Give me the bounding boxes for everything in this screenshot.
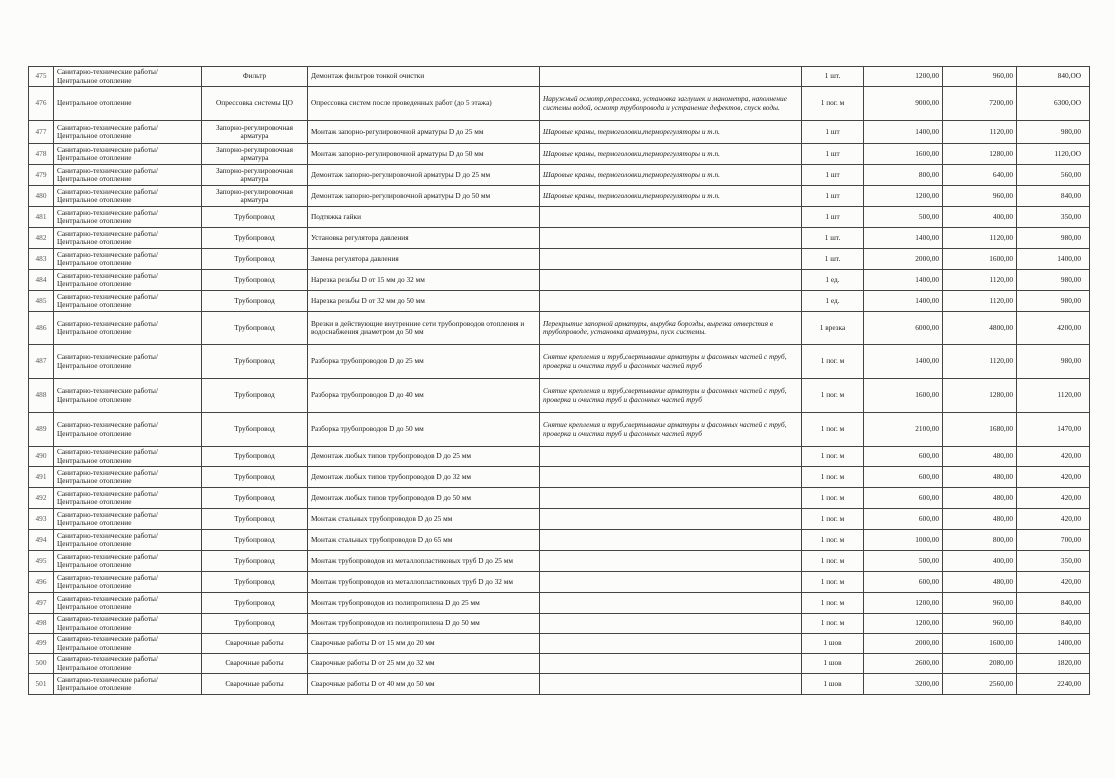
price-3-cell: 980,00	[1017, 291, 1090, 312]
row-number: 476	[29, 87, 54, 121]
note-cell	[540, 228, 802, 249]
category-cell: Санитарно-технические работы/Центральное отопление	[54, 379, 202, 413]
price-2-cell: 480,00	[943, 467, 1017, 488]
work-name-cell: Демонтаж любых типов трубопроводов D до 25 мм	[308, 447, 540, 467]
table-row	[29, 87, 1090, 121]
price-1-cell: 1000,00	[864, 530, 943, 551]
unit-cell: 1 шов	[802, 674, 864, 695]
note-cell	[540, 249, 802, 270]
row-number: 486	[29, 312, 54, 345]
work-name-cell: Нарезка резьбы D от 15 мм до 32 мм	[308, 270, 540, 291]
unit-cell: 1 пог. м	[802, 551, 864, 572]
note-cell	[540, 614, 802, 634]
note-cell: Наружный осмотр,опрессовка, установка заглушек и манометра, наполнение системы водой, осмотр трубопровода и устранение дефектов, спуск воды.	[540, 87, 802, 121]
category-cell: Санитарно-технические работы/Центральное отопление	[54, 165, 202, 186]
price-table	[28, 66, 1090, 695]
price-1-cell: 500,00	[864, 207, 943, 228]
note-cell	[540, 467, 802, 488]
unit-cell: 1 шт	[802, 144, 864, 165]
table-row	[29, 674, 1090, 695]
row-number: 494	[29, 530, 54, 551]
table-row	[29, 447, 1090, 467]
category-cell: Санитарно-технические работы/Центральное отопление	[54, 447, 202, 467]
work-name-cell: Монтаж запорно-регулировочной арматуры D до 50 мм	[308, 144, 540, 165]
work-name-cell: Монтаж трубопроводов из металлопластиковых труб D до 25 мм	[308, 551, 540, 572]
table-row	[29, 186, 1090, 207]
price-1-cell: 2000,00	[864, 634, 943, 654]
row-number: 499	[29, 634, 54, 654]
price-2-cell: 480,00	[943, 447, 1017, 467]
price-3-cell: 350,00	[1017, 551, 1090, 572]
note-cell	[540, 207, 802, 228]
note-cell	[540, 447, 802, 467]
work-name-cell: Разборка трубопроводов D до 25 мм	[308, 345, 540, 379]
work-type-cell: Трубопровод	[202, 228, 308, 249]
category-cell: Санитарно-технические работы/Центральное отопление	[54, 207, 202, 228]
price-1-cell: 1400,00	[864, 345, 943, 379]
row-number: 484	[29, 270, 54, 291]
category-cell: Санитарно-технические работы/Центральное отопление	[54, 291, 202, 312]
work-name-cell: Монтаж стальных трубопроводов D до 65 мм	[308, 530, 540, 551]
work-name-cell: Демонтаж любых типов трубопроводов D до 50 мм	[308, 488, 540, 509]
unit-cell: 1 пог. м	[802, 379, 864, 413]
category-cell: Санитарно-технические работы/Центральное отопление	[54, 121, 202, 144]
price-2-cell: 2080,00	[943, 654, 1017, 674]
note-cell	[540, 572, 802, 593]
row-number: 496	[29, 572, 54, 593]
table-row	[29, 509, 1090, 530]
table-row	[29, 249, 1090, 270]
unit-cell: 1 пог. м	[802, 593, 864, 614]
row-number: 493	[29, 509, 54, 530]
work-type-cell: Трубопровод	[202, 447, 308, 467]
work-type-cell: Трубопровод	[202, 572, 308, 593]
category-cell: Центральное отопление	[54, 87, 202, 121]
work-name-cell: Демонтаж запорно-регулировочной арматуры D до 50 мм	[308, 186, 540, 207]
price-1-cell: 2600,00	[864, 654, 943, 674]
price-1-cell: 1200,00	[864, 614, 943, 634]
price-1-cell: 9000,00	[864, 87, 943, 121]
table-row	[29, 121, 1090, 144]
note-cell	[540, 488, 802, 509]
work-name-cell: Демонтаж фильтров тонкой очистки	[308, 67, 540, 87]
work-type-cell: Трубопровод	[202, 249, 308, 270]
price-3-cell: 700,00	[1017, 530, 1090, 551]
unit-cell: 1 шов	[802, 634, 864, 654]
work-type-cell: Сварочные работы	[202, 654, 308, 674]
unit-cell: 1 шт	[802, 121, 864, 144]
price-1-cell: 1400,00	[864, 121, 943, 144]
category-cell: Санитарно-технические работы/Центральное отопление	[54, 593, 202, 614]
work-type-cell: Трубопровод	[202, 345, 308, 379]
price-3-cell: 420,00	[1017, 509, 1090, 530]
table-row	[29, 551, 1090, 572]
unit-cell: 1 врезка	[802, 312, 864, 345]
work-name-cell: Замена регулятора давления	[308, 249, 540, 270]
price-1-cell: 600,00	[864, 509, 943, 530]
price-1-cell: 1200,00	[864, 67, 943, 87]
price-1-cell: 1200,00	[864, 593, 943, 614]
work-type-cell: Трубопровод	[202, 291, 308, 312]
work-type-cell: Трубопровод	[202, 614, 308, 634]
work-type-cell: Трубопровод	[202, 379, 308, 413]
price-1-cell: 1600,00	[864, 144, 943, 165]
work-type-cell: Трубопровод	[202, 270, 308, 291]
price-1-cell: 6000,00	[864, 312, 943, 345]
table-row	[29, 291, 1090, 312]
work-type-cell: Трубопровод	[202, 530, 308, 551]
note-cell	[540, 674, 802, 695]
price-3-cell: 350,00	[1017, 207, 1090, 228]
price-3-cell: 420,00	[1017, 488, 1090, 509]
work-name-cell: Демонтаж запорно-регулировочной арматуры D до 25 мм	[308, 165, 540, 186]
note-cell	[540, 270, 802, 291]
note-cell	[540, 634, 802, 654]
row-number: 498	[29, 614, 54, 634]
price-2-cell: 1120,00	[943, 228, 1017, 249]
category-cell: Санитарно-технические работы/Центральное отопление	[54, 312, 202, 345]
price-1-cell: 1200,00	[864, 186, 943, 207]
price-2-cell: 7200,00	[943, 87, 1017, 121]
price-2-cell: 800,00	[943, 530, 1017, 551]
row-number: 485	[29, 291, 54, 312]
price-3-cell: 1400,00	[1017, 249, 1090, 270]
price-3-cell: 420,00	[1017, 447, 1090, 467]
table-row	[29, 207, 1090, 228]
work-type-cell: Трубопровод	[202, 467, 308, 488]
work-type-cell: Сварочные работы	[202, 634, 308, 654]
note-cell: Снятие крепления и труб,свертывание арматуры и фасонных частей с труб, проверка и очистка труб и фасонных частей труб	[540, 345, 802, 379]
price-3-cell: 1820,00	[1017, 654, 1090, 674]
category-cell: Санитарно-технические работы/Центральное отопление	[54, 413, 202, 447]
price-2-cell: 960,00	[943, 186, 1017, 207]
note-cell	[540, 509, 802, 530]
table-row	[29, 413, 1090, 447]
price-2-cell: 1120,00	[943, 291, 1017, 312]
price-2-cell: 1680,00	[943, 413, 1017, 447]
price-3-cell: 840,ОО	[1017, 67, 1090, 87]
note-cell	[540, 593, 802, 614]
category-cell: Санитарно-технические работы/Центральное отопление	[54, 270, 202, 291]
work-name-cell: Нарезка резьбы D от 32 мм до 50 мм	[308, 291, 540, 312]
unit-cell: 1 пог. м	[802, 447, 864, 467]
unit-cell: 1 пог. м	[802, 572, 864, 593]
note-cell	[540, 551, 802, 572]
category-cell: Санитарно-технические работы/Центральное отопление	[54, 144, 202, 165]
work-type-cell: Трубопровод	[202, 312, 308, 345]
work-type-cell: Трубопровод	[202, 593, 308, 614]
price-3-cell: 980,00	[1017, 228, 1090, 249]
table-row	[29, 379, 1090, 413]
work-type-cell: Трубопровод	[202, 551, 308, 572]
row-number: 483	[29, 249, 54, 270]
row-number: 480	[29, 186, 54, 207]
unit-cell: 1 пог. м	[802, 530, 864, 551]
price-2-cell: 1120,00	[943, 345, 1017, 379]
price-2-cell: 1280,00	[943, 379, 1017, 413]
category-cell: Санитарно-технические работы/Центральное отопление	[54, 186, 202, 207]
row-number: 487	[29, 345, 54, 379]
price-2-cell: 2560,00	[943, 674, 1017, 695]
unit-cell: 1 пог. м	[802, 488, 864, 509]
row-number: 482	[29, 228, 54, 249]
price-3-cell: 560,00	[1017, 165, 1090, 186]
work-name-cell: Сварочные работы D от 25 мм до 32 мм	[308, 654, 540, 674]
price-1-cell: 600,00	[864, 467, 943, 488]
work-type-cell: Трубопровод	[202, 413, 308, 447]
row-number: 492	[29, 488, 54, 509]
work-type-cell: Запорно-регулировочная арматура	[202, 144, 308, 165]
category-cell: Санитарно-технические работы/Центральное отопление	[54, 228, 202, 249]
price-3-cell: 4200,00	[1017, 312, 1090, 345]
work-name-cell: Разборка трубопроводов D до 40 мм	[308, 379, 540, 413]
unit-cell: 1 шт	[802, 186, 864, 207]
work-name-cell: Подтяжка гайки	[308, 207, 540, 228]
price-2-cell: 480,00	[943, 509, 1017, 530]
table-row	[29, 530, 1090, 551]
note-cell: Снятие крепления и труб,свертывание арматуры и фасонных частей с труб, проверка и очистка труб и фасонных частей труб	[540, 379, 802, 413]
unit-cell: 1 пог. м	[802, 467, 864, 488]
price-3-cell: 840,00	[1017, 186, 1090, 207]
price-3-cell: 980,00	[1017, 270, 1090, 291]
unit-cell: 1 шов	[802, 654, 864, 674]
note-cell: Шаровые краны, термоголовки,терморегуляторы и т.п.	[540, 144, 802, 165]
category-cell: Санитарно-технические работы/Центральное отопление	[54, 614, 202, 634]
table-row	[29, 165, 1090, 186]
price-3-cell: 1120,00	[1017, 379, 1090, 413]
price-3-cell: 1470,00	[1017, 413, 1090, 447]
price-2-cell: 1600,00	[943, 249, 1017, 270]
table-row	[29, 634, 1090, 654]
unit-cell: 1 пог. м	[802, 413, 864, 447]
category-cell: Санитарно-технические работы/Центральное отопление	[54, 551, 202, 572]
price-2-cell: 400,00	[943, 551, 1017, 572]
price-2-cell: 480,00	[943, 488, 1017, 509]
work-type-cell: Трубопровод	[202, 488, 308, 509]
work-name-cell: Монтаж трубопроводов из металлопластиковых труб D до 32 мм	[308, 572, 540, 593]
price-3-cell: 980,00	[1017, 121, 1090, 144]
row-number: 489	[29, 413, 54, 447]
price-3-cell: 1120,ОО	[1017, 144, 1090, 165]
work-name-cell: Монтаж трубопроводов из полипропилена D до 50 мм	[308, 614, 540, 634]
price-2-cell: 1280,00	[943, 144, 1017, 165]
price-2-cell: 1600,00	[943, 634, 1017, 654]
price-2-cell: 400,00	[943, 207, 1017, 228]
row-number: 477	[29, 121, 54, 144]
price-1-cell: 1400,00	[864, 270, 943, 291]
price-2-cell: 4800,00	[943, 312, 1017, 345]
price-1-cell: 1400,00	[864, 228, 943, 249]
table-row	[29, 144, 1090, 165]
work-type-cell: Запорно-регулировочная арматура	[202, 165, 308, 186]
note-cell: Снятие крепления и труб,свертывание арматуры и фасонных частей с труб, проверка и очистка труб и фасонных частей труб	[540, 413, 802, 447]
table-row	[29, 488, 1090, 509]
price-2-cell: 960,00	[943, 614, 1017, 634]
category-cell: Санитарно-технические работы/Центральное отопление	[54, 509, 202, 530]
work-type-cell: Запорно-регулировочная арматура	[202, 186, 308, 207]
row-number: 475	[29, 67, 54, 87]
note-cell: Перекрытие запорной арматуры, вырубка борозды, вырезка отверстия в трубопроводе, установка арматуры, пуск системы.	[540, 312, 802, 345]
price-2-cell: 640,00	[943, 165, 1017, 186]
work-name-cell: Монтаж запорно-регулировочной арматуры D до 25 мм	[308, 121, 540, 144]
category-cell: Санитарно-технические работы/Центральное отопление	[54, 674, 202, 695]
work-type-cell: Сварочные работы	[202, 674, 308, 695]
table-row	[29, 572, 1090, 593]
price-1-cell: 600,00	[864, 572, 943, 593]
category-cell: Санитарно-технические работы/Центральное отопление	[54, 488, 202, 509]
price-1-cell: 800,00	[864, 165, 943, 186]
unit-cell: 1 шт	[802, 165, 864, 186]
category-cell: Санитарно-технические работы/Центральное отопление	[54, 467, 202, 488]
table-row	[29, 312, 1090, 345]
work-name-cell: Демонтаж любых типов трубопроводов D до 32 мм	[308, 467, 540, 488]
note-cell	[540, 654, 802, 674]
unit-cell: 1 шт.	[802, 249, 864, 270]
table-body	[29, 67, 1090, 695]
unit-cell: 1 ед.	[802, 291, 864, 312]
price-2-cell: 480,00	[943, 572, 1017, 593]
work-type-cell: Запорно-регулировочная арматура	[202, 121, 308, 144]
work-name-cell: Установка регулятора давления	[308, 228, 540, 249]
note-cell: Шаровые краны, термоголовки,терморегуляторы и т.п.	[540, 121, 802, 144]
price-2-cell: 1120,00	[943, 121, 1017, 144]
row-number: 490	[29, 447, 54, 467]
work-name-cell: Разборка трубопроводов D до 50 мм	[308, 413, 540, 447]
note-cell: Шаровые краны, термоголовки,терморегуляторы и т.п.	[540, 186, 802, 207]
unit-cell: 1 пог. м	[802, 87, 864, 121]
row-number: 497	[29, 593, 54, 614]
price-1-cell: 3200,00	[864, 674, 943, 695]
row-number: 479	[29, 165, 54, 186]
unit-cell: 1 пог. м	[802, 614, 864, 634]
table-row	[29, 614, 1090, 634]
work-name-cell: Монтаж стальных трубопроводов D до 25 мм	[308, 509, 540, 530]
price-3-cell: 420,00	[1017, 467, 1090, 488]
row-number: 481	[29, 207, 54, 228]
unit-cell: 1 шт	[802, 207, 864, 228]
price-3-cell: 980,00	[1017, 345, 1090, 379]
category-cell: Санитарно-технические работы/Центральное отопление	[54, 530, 202, 551]
note-cell	[540, 291, 802, 312]
work-type-cell: Трубопровод	[202, 509, 308, 530]
unit-cell: 1 шт.	[802, 228, 864, 249]
work-type-cell: Фильтр	[202, 67, 308, 87]
category-cell: Санитарно-технические работы/Центральное отопление	[54, 249, 202, 270]
price-2-cell: 960,00	[943, 593, 1017, 614]
row-number: 478	[29, 144, 54, 165]
price-3-cell: 420,00	[1017, 572, 1090, 593]
price-1-cell: 600,00	[864, 488, 943, 509]
work-name-cell: Врезки в действующие внутренние сети трубопроводов отопления и водоснабжения диаметром до 50 мм	[308, 312, 540, 345]
row-number: 488	[29, 379, 54, 413]
work-type-cell: Трубопровод	[202, 207, 308, 228]
work-name-cell: Опрессовка систем после проведенных работ (до 5 этажа)	[308, 87, 540, 121]
work-name-cell: Монтаж трубопроводов из полипропилена D до 25 мм	[308, 593, 540, 614]
table-row	[29, 345, 1090, 379]
category-cell: Санитарно-технические работы/Центральное отопление	[54, 345, 202, 379]
category-cell: Санитарно-технические работы/Центральное отопление	[54, 67, 202, 87]
price-1-cell: 600,00	[864, 447, 943, 467]
price-3-cell: 6300,ОО	[1017, 87, 1090, 121]
row-number: 500	[29, 654, 54, 674]
unit-cell: 1 пог. м	[802, 509, 864, 530]
category-cell: Санитарно-технические работы/Центральное отопление	[54, 572, 202, 593]
unit-cell: 1 ед.	[802, 270, 864, 291]
row-number: 491	[29, 467, 54, 488]
note-cell	[540, 67, 802, 87]
work-name-cell: Сварочные работы D от 40 мм до 50 мм	[308, 674, 540, 695]
category-cell: Санитарно-технические работы/Центральное отопление	[54, 654, 202, 674]
price-1-cell: 1400,00	[864, 291, 943, 312]
table-row	[29, 270, 1090, 291]
work-name-cell: Сварочные работы D от 15 мм до 20 мм	[308, 634, 540, 654]
row-number: 501	[29, 674, 54, 695]
price-3-cell: 1400,00	[1017, 634, 1090, 654]
table-row	[29, 228, 1090, 249]
row-number: 495	[29, 551, 54, 572]
price-3-cell: 840,00	[1017, 593, 1090, 614]
price-2-cell: 1120,00	[943, 270, 1017, 291]
price-1-cell: 2000,00	[864, 249, 943, 270]
unit-cell: 1 шт.	[802, 67, 864, 87]
price-1-cell: 2100,00	[864, 413, 943, 447]
work-type-cell: Опрессовка системы ЦО	[202, 87, 308, 121]
price-3-cell: 2240,00	[1017, 674, 1090, 695]
table-row	[29, 654, 1090, 674]
table-row	[29, 467, 1090, 488]
note-cell	[540, 530, 802, 551]
table-row	[29, 67, 1090, 87]
price-3-cell: 840,00	[1017, 614, 1090, 634]
price-1-cell: 500,00	[864, 551, 943, 572]
price-1-cell: 1600,00	[864, 379, 943, 413]
table-row	[29, 593, 1090, 614]
unit-cell: 1 пог. м	[802, 345, 864, 379]
note-cell: Шаровые краны, термоголовки,терморегуляторы и т.п.	[540, 165, 802, 186]
price-2-cell: 960,00	[943, 67, 1017, 87]
category-cell: Санитарно-технические работы/Центральное отопление	[54, 634, 202, 654]
